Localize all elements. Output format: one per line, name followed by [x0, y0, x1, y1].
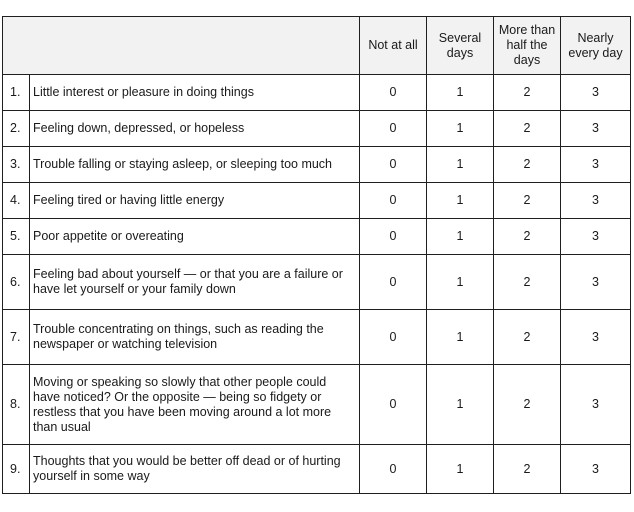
row-question: Trouble falling or staying asleep, or sleeping too much [30, 147, 360, 183]
score-several-days: 1 [427, 75, 494, 111]
score-several-days: 1 [427, 147, 494, 183]
score-several-days: 1 [427, 111, 494, 147]
score-not-at-all: 0 [360, 445, 427, 494]
score-more-than-half: 2 [494, 75, 561, 111]
row-number: 9. [3, 445, 30, 494]
score-nearly-every-day: 3 [561, 365, 631, 445]
row-number: 2. [3, 111, 30, 147]
row-number: 5. [3, 219, 30, 255]
score-not-at-all: 0 [360, 365, 427, 445]
row-number: 3. [3, 147, 30, 183]
table-row [3, 310, 631, 365]
table-row [3, 75, 631, 111]
score-not-at-all: 0 [360, 75, 427, 111]
table-row [3, 445, 631, 494]
score-more-than-half: 2 [494, 365, 561, 445]
row-question: Moving or speaking so slowly that other people could have noticed? Or the opposite — being so fidgety or restless that you have been moving around a lot more than usual [30, 365, 360, 445]
row-number: 1. [3, 75, 30, 111]
score-several-days: 1 [427, 365, 494, 445]
score-nearly-every-day: 3 [561, 75, 631, 111]
score-several-days: 1 [427, 255, 494, 310]
score-more-than-half: 2 [494, 111, 561, 147]
header-blank-cell [3, 17, 360, 75]
questionnaire-table [2, 16, 631, 494]
row-number: 7. [3, 310, 30, 365]
score-nearly-every-day: 3 [561, 183, 631, 219]
score-nearly-every-day: 3 [561, 255, 631, 310]
row-question: Feeling tired or having little energy [30, 183, 360, 219]
score-not-at-all: 0 [360, 310, 427, 365]
score-not-at-all: 0 [360, 255, 427, 310]
score-nearly-every-day: 3 [561, 111, 631, 147]
row-number: 4. [3, 183, 30, 219]
score-not-at-all: 0 [360, 183, 427, 219]
score-more-than-half: 2 [494, 445, 561, 494]
table-row [3, 365, 631, 445]
score-nearly-every-day: 3 [561, 147, 631, 183]
table-row [3, 255, 631, 310]
header-several-days: Several days [427, 17, 494, 75]
header-nearly-every-day: Nearly every day [561, 17, 631, 75]
row-question: Poor appetite or overeating [30, 219, 360, 255]
row-question: Thoughts that you would be better off dead or of hurting yourself in some way [30, 445, 360, 494]
score-not-at-all: 0 [360, 219, 427, 255]
score-more-than-half: 2 [494, 147, 561, 183]
score-nearly-every-day: 3 [561, 219, 631, 255]
table-row [3, 111, 631, 147]
score-several-days: 1 [427, 310, 494, 365]
score-more-than-half: 2 [494, 255, 561, 310]
table-row [3, 147, 631, 183]
score-more-than-half: 2 [494, 183, 561, 219]
row-question: Feeling bad about yourself — or that you are a failure or have let yourself or your family down [30, 255, 360, 310]
score-not-at-all: 0 [360, 111, 427, 147]
score-nearly-every-day: 3 [561, 310, 631, 365]
header-more-than-half-the-days: More than half the days [494, 17, 561, 75]
table-row [3, 183, 631, 219]
score-several-days: 1 [427, 219, 494, 255]
row-question: Trouble concentrating on things, such as reading the newspaper or watching television [30, 310, 360, 365]
row-question: Little interest or pleasure in doing things [30, 75, 360, 111]
questionnaire-table-container [2, 16, 631, 494]
score-not-at-all: 0 [360, 147, 427, 183]
score-more-than-half: 2 [494, 310, 561, 365]
header-row [3, 17, 631, 75]
row-number: 6. [3, 255, 30, 310]
table-row [3, 219, 631, 255]
row-question: Feeling down, depressed, or hopeless [30, 111, 360, 147]
score-several-days: 1 [427, 445, 494, 494]
score-several-days: 1 [427, 183, 494, 219]
score-nearly-every-day: 3 [561, 445, 631, 494]
header-not-at-all: Not at all [360, 17, 427, 75]
row-number: 8. [3, 365, 30, 445]
score-more-than-half: 2 [494, 219, 561, 255]
